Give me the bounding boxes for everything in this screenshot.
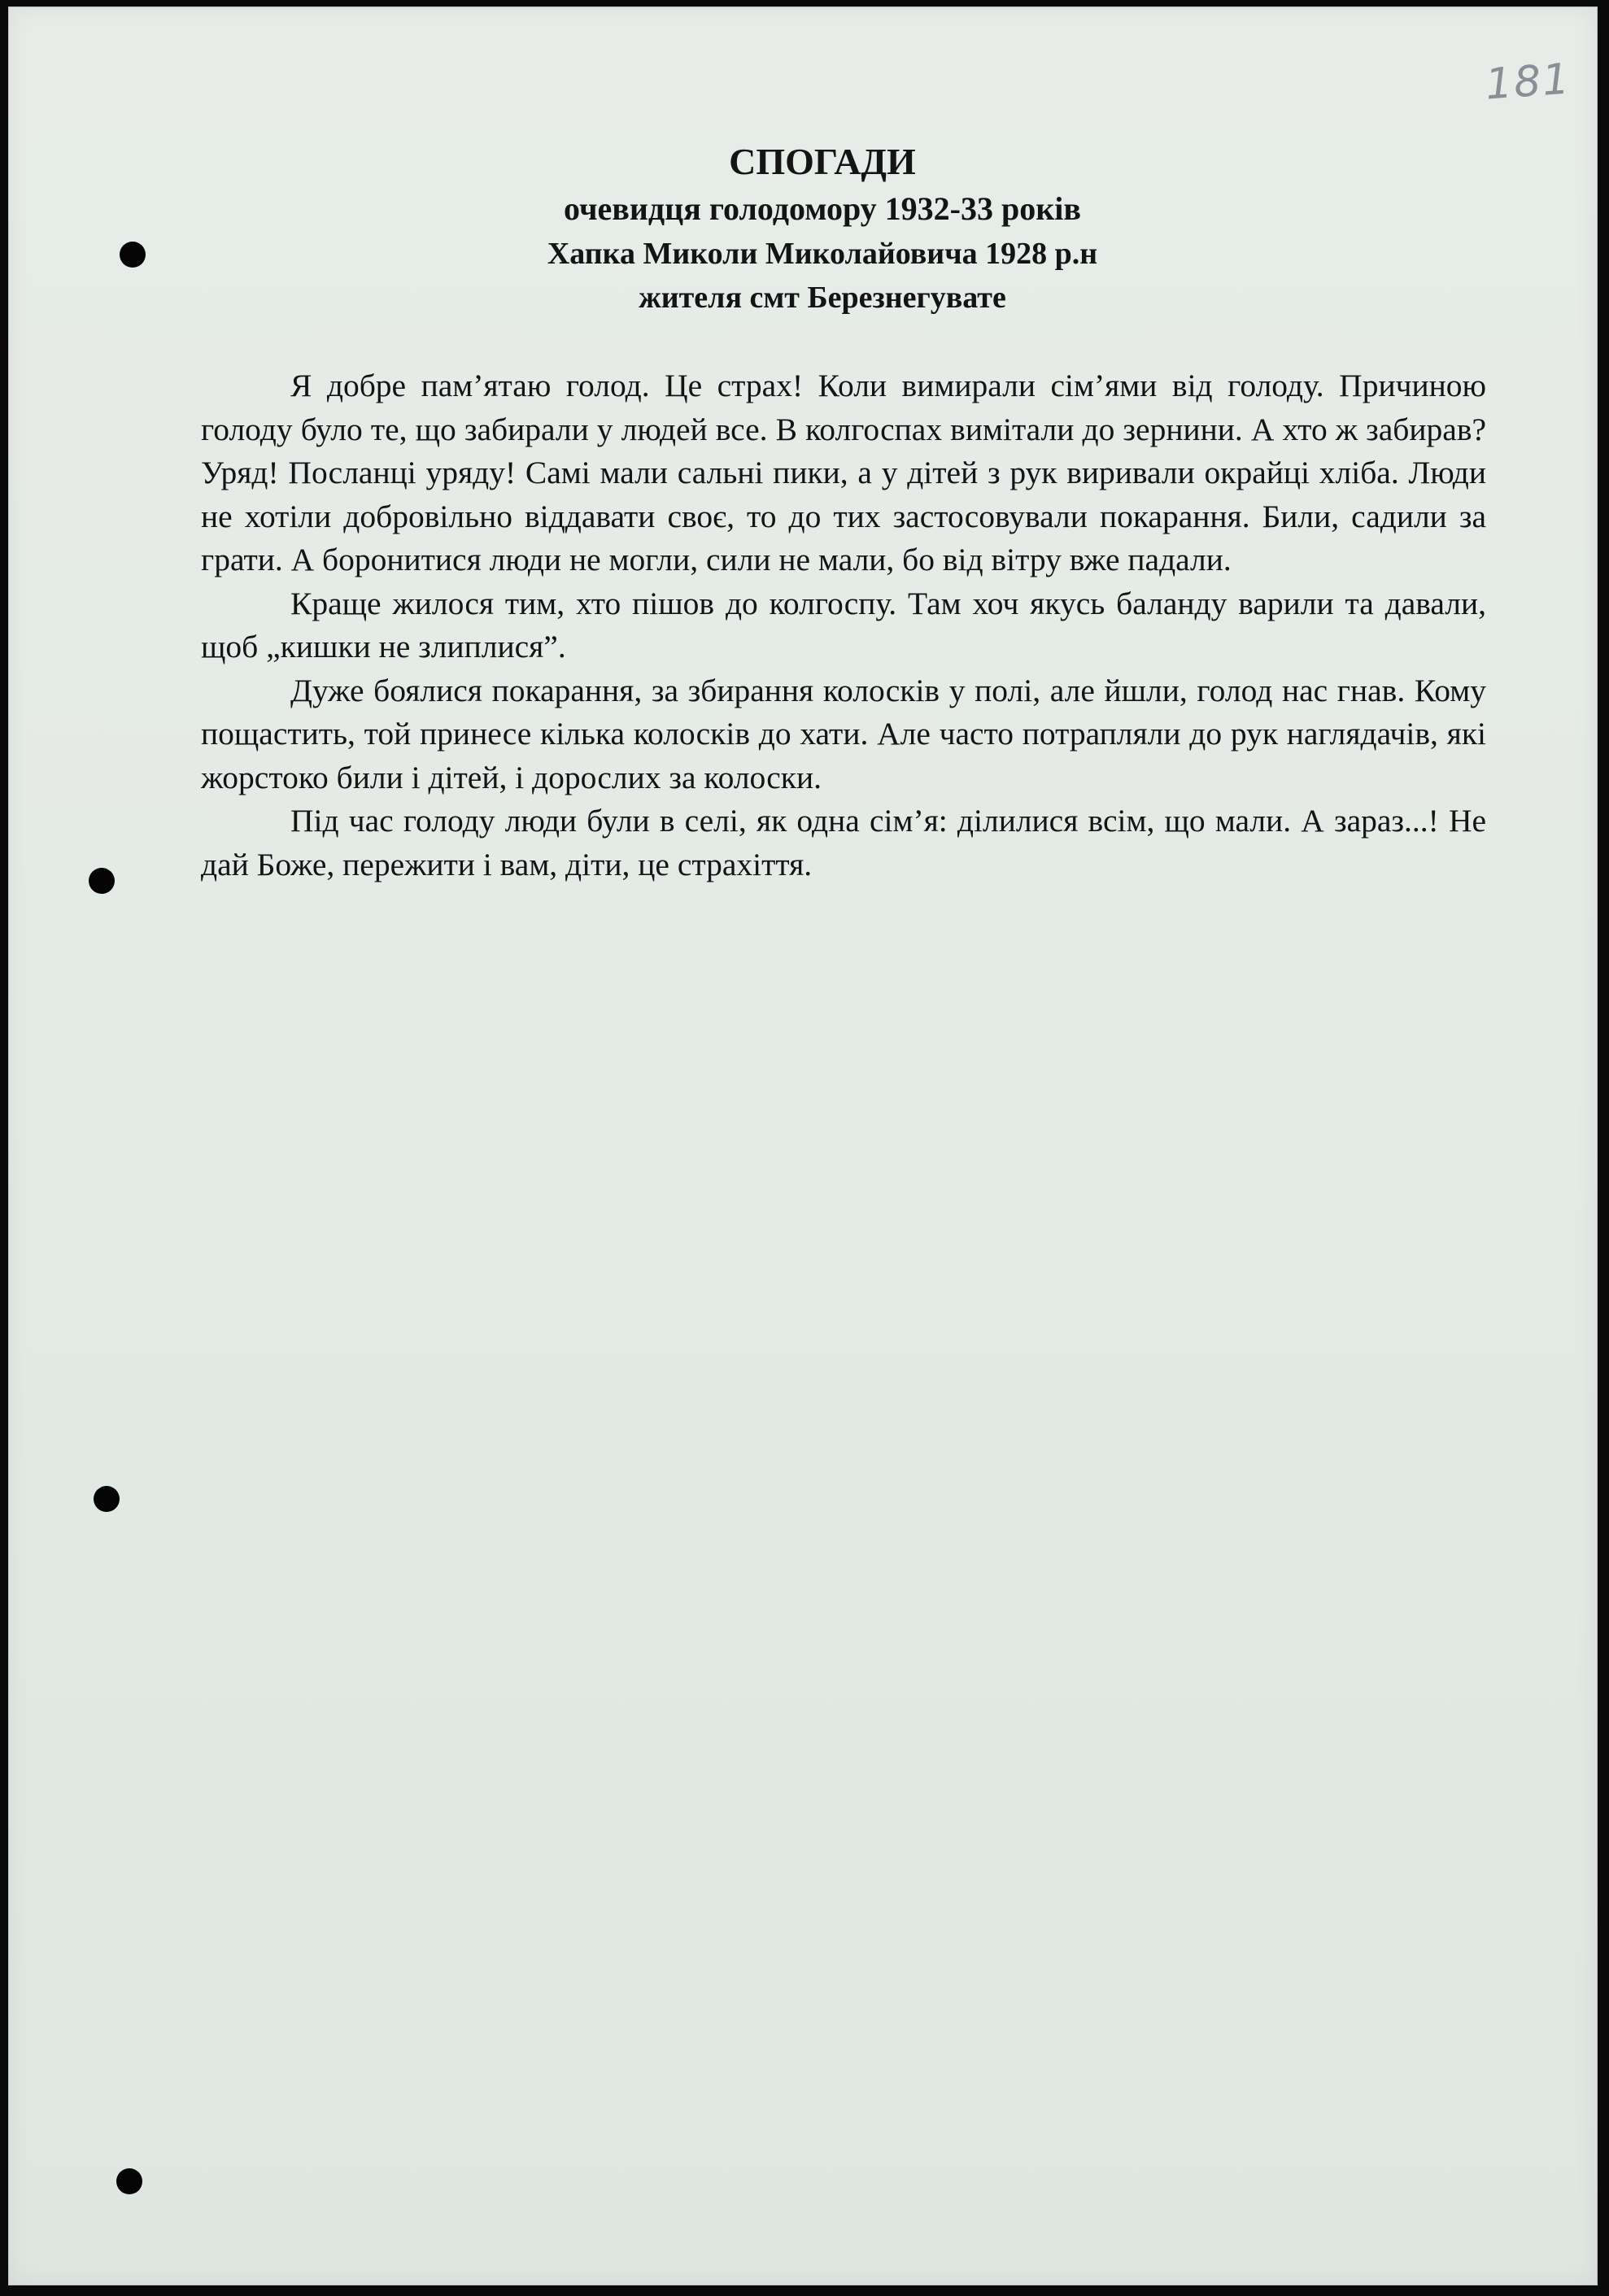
document-header <box>9 137 1609 320</box>
paragraph: Дуже боялися покарання, за збирання колосків у полі, але йшли, голод нас гнав. Кому пощастить, той принесе кілька колосків до хати. Але часто потрапляли до рук наглядачів, які жорстоко били і дітей, і дорослих за колоски. <box>201 672 1486 795</box>
document-title: СПОГАДИ <box>729 141 916 182</box>
paragraph: Краще жилося тим, хто пішов до колгоспу. Там хоч якусь баланду варили та давали, щоб „кишки не злиплися”. <box>201 585 1486 664</box>
document-subtitle: очевидця голодомору 1932-33 років <box>563 190 1081 227</box>
witness-name: Хапка Миколи Миколайовича 1928 р.н <box>547 237 1098 271</box>
punch-hole <box>89 868 115 894</box>
paragraph: Під час голоду люди були в селі, як одна сім’я: ділилися всім, що мали. А зараз...! Не дай Боже, пережити і вам, діти, це страхіття. <box>201 803 1486 882</box>
punch-hole <box>94 1486 120 1512</box>
handwritten-page-number: 181 <box>1484 54 1573 110</box>
punch-hole <box>116 2168 142 2194</box>
witness-residence: жителя смт Березнегувате <box>639 281 1006 315</box>
paragraph: Я добре пам’ятаю голод. Це страх! Коли вимирали сім’ями від голоду. Причиною голоду було те, що забирали у людей все. В колгоспах вимітали до зернини. А хто ж забирав? Уряд! Посланці уряду! Самі мали сальні пики, а у дітей з рук виривали окрайці хліба. Люди не хотіли добровільно віддавати своє, то до тих застосовували покарання. Били, садили за грати. А боронитися люди не могли, сили не мали, бо від вітру вже падали. <box>201 368 1486 577</box>
memoir-text <box>201 364 1486 887</box>
document-page <box>8 7 1598 2285</box>
